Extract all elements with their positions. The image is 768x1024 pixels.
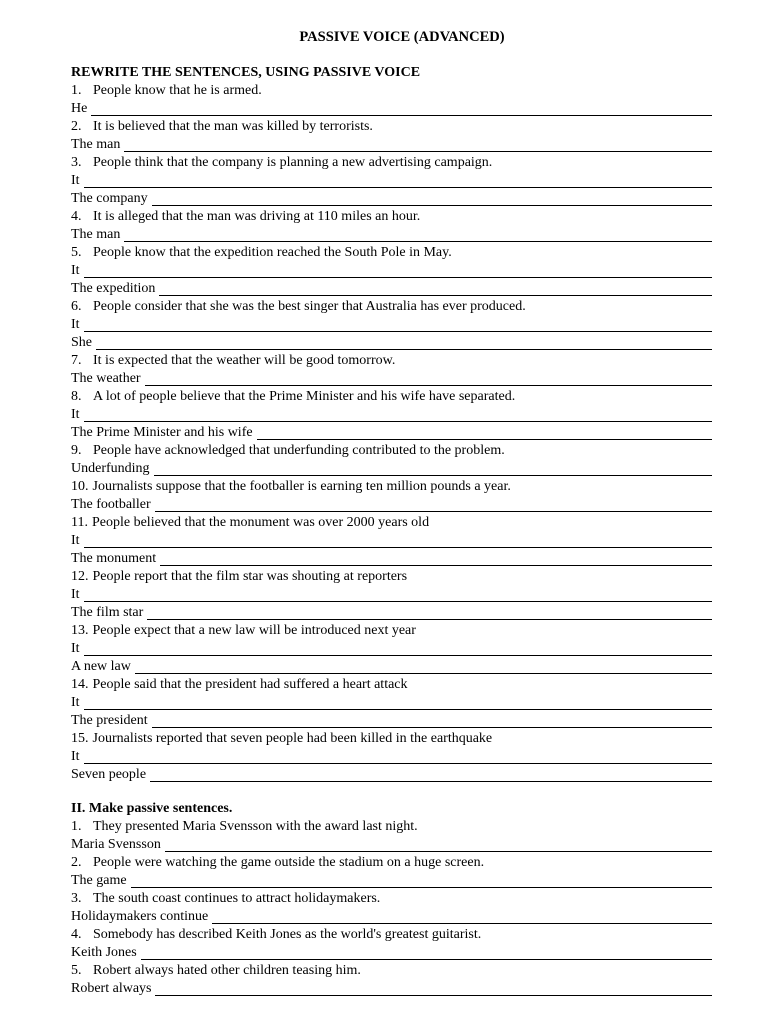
question-item (71, 926, 712, 944)
answer-blank-line[interactable] (84, 709, 712, 710)
answer-blank-line[interactable] (155, 995, 712, 996)
question-item (71, 818, 712, 836)
question-text: People know that the expedition reached the South Pole in May. (93, 245, 452, 260)
question-item (71, 568, 712, 586)
answer-row (71, 262, 712, 280)
question-number: 11. (71, 515, 88, 530)
question-item (71, 118, 712, 136)
answer-blank-line[interactable] (154, 475, 712, 476)
answer-blank-line[interactable] (124, 151, 712, 152)
question-item (71, 730, 712, 748)
answer-row (71, 316, 712, 334)
answer-row (71, 190, 712, 208)
answer-row (71, 640, 712, 658)
answer-prompt: The president (71, 713, 148, 728)
answer-blank-line[interactable] (84, 421, 712, 422)
question-text: Somebody has described Keith Jones as the world's greatest guitarist. (93, 927, 482, 942)
answer-blank-line[interactable] (84, 331, 712, 332)
answer-prompt: Robert always (71, 981, 152, 996)
question-number: 14. (71, 677, 89, 692)
question-item (71, 514, 712, 532)
answer-blank-line[interactable] (124, 241, 712, 242)
answer-row (71, 370, 712, 388)
answer-row (71, 658, 712, 676)
answer-blank-line[interactable] (257, 439, 712, 440)
answer-prompt: Underfunding (71, 461, 150, 476)
answer-row (71, 100, 712, 118)
question-item (71, 82, 712, 100)
question-item (71, 244, 712, 262)
answer-prompt: It (71, 749, 80, 764)
answer-blank-line[interactable] (145, 385, 712, 386)
answer-blank-line[interactable] (212, 923, 712, 924)
answer-blank-line[interactable] (152, 205, 712, 206)
question-number: 12. (71, 569, 89, 584)
question-item (71, 352, 712, 370)
answer-blank-line[interactable] (165, 851, 712, 852)
question-number: 15. (71, 731, 89, 746)
answer-blank-line[interactable] (141, 959, 712, 960)
answer-prompt: A new law (71, 659, 131, 674)
answer-row (71, 334, 712, 352)
answer-row (71, 226, 712, 244)
answer-prompt: Holidaymakers continue (71, 909, 209, 924)
question-item (71, 208, 712, 226)
question-text: Journalists suppose that the footballer is earning ten million pounds a year. (92, 479, 511, 494)
answer-row (71, 712, 712, 730)
answer-blank-line[interactable] (84, 277, 712, 278)
answer-prompt: It (71, 533, 80, 548)
question-text: People believed that the monument was over 2000 years old (91, 515, 430, 530)
answer-blank-line[interactable] (84, 655, 712, 656)
answer-prompt: The monument (71, 551, 157, 566)
question-text: Journalists reported that seven people had been killed in the earthquake (92, 731, 493, 746)
answer-prompt: He (71, 101, 88, 116)
section-spacer (71, 784, 712, 800)
answer-blank-line[interactable] (84, 547, 712, 548)
answer-prompt: The company (71, 191, 148, 206)
answer-row (71, 550, 712, 568)
answer-prompt: Seven people (71, 767, 147, 782)
answer-blank-line[interactable] (150, 781, 712, 782)
section-heading: REWRITE THE SENTENCES, USING PASSIVE VOICE (71, 65, 421, 80)
answer-prompt: She (71, 335, 92, 350)
answer-prompt: The footballer (71, 497, 151, 512)
answer-row (71, 172, 712, 190)
question-number: 8. (71, 389, 82, 404)
answer-prompt: It (71, 641, 80, 656)
question-text: People said that the president had suffered a heart attack (92, 677, 408, 692)
question-item (71, 478, 712, 496)
question-text: They presented Maria Svensson with the award last night. (93, 819, 418, 834)
question-number: 2. (71, 855, 82, 870)
question-item (71, 154, 712, 172)
answer-row (71, 944, 712, 962)
question-number: 6. (71, 299, 82, 314)
question-item (71, 962, 712, 980)
question-number: 13. (71, 623, 89, 638)
answer-prompt: The film star (71, 605, 144, 620)
answer-row (71, 748, 712, 766)
question-number: 3. (71, 891, 82, 906)
answer-blank-line[interactable] (84, 763, 712, 764)
answer-prompt: Maria Svensson (71, 837, 161, 852)
question-number: 7. (71, 353, 82, 368)
question-text: People have acknowledged that underfunding contributed to the problem. (93, 443, 505, 458)
question-text: It is believed that the man was killed by terrorists. (93, 119, 373, 134)
question-text: Robert always hated other children teasing him. (93, 963, 361, 978)
answer-blank-line[interactable] (84, 601, 712, 602)
answer-row (71, 136, 712, 154)
answer-row (71, 908, 712, 926)
question-number: 1. (71, 819, 82, 834)
answer-blank-line[interactable] (135, 673, 712, 674)
answer-row (71, 424, 712, 442)
answer-row (71, 586, 712, 604)
question-number: 10. (71, 479, 89, 494)
worksheet-content (71, 64, 712, 998)
question-number: 5. (71, 245, 82, 260)
answer-row (71, 496, 712, 514)
question-item (71, 890, 712, 908)
question-text: A lot of people believe that the Prime Minister and his wife have separated. (93, 389, 516, 404)
answer-row (71, 460, 712, 478)
question-item (71, 622, 712, 640)
answer-blank-line[interactable] (159, 295, 712, 296)
question-item (71, 388, 712, 406)
question-number: 1. (71, 83, 82, 98)
answer-blank-line[interactable] (96, 349, 712, 350)
question-item (71, 676, 712, 694)
answer-prompt: The weather (71, 371, 141, 386)
question-text: It is alleged that the man was driving at 110 miles an hour. (93, 209, 421, 224)
answer-blank-line[interactable] (152, 727, 712, 728)
question-text: People report that the film star was shouting at reporters (92, 569, 408, 584)
page-title: PASSIVE VOICE (ADVANCED) (299, 29, 505, 45)
answer-prompt: The man (71, 227, 121, 242)
answer-blank-line[interactable] (147, 619, 712, 620)
answer-row (71, 532, 712, 550)
question-number: 4. (71, 927, 82, 942)
answer-row (71, 872, 712, 890)
answer-row (71, 604, 712, 622)
question-text: People expect that a new law will be introduced next year (92, 623, 416, 638)
question-text: The south coast continues to attract holidaymakers. (93, 891, 381, 906)
question-item (71, 298, 712, 316)
answer-blank-line[interactable] (91, 115, 712, 116)
answer-prompt: It (71, 317, 80, 332)
answer-prompt: It (71, 263, 80, 278)
question-text: It is expected that the weather will be good tomorrow. (93, 353, 396, 368)
answer-blank-line[interactable] (131, 887, 712, 888)
question-text: People know that he is armed. (93, 83, 262, 98)
answer-row (71, 694, 712, 712)
question-number: 9. (71, 443, 82, 458)
question-item (71, 442, 712, 460)
answer-prompt: It (71, 173, 80, 188)
question-number: 5. (71, 963, 82, 978)
answer-row (71, 280, 712, 298)
question-number: 3. (71, 155, 82, 170)
answer-prompt: It (71, 695, 80, 710)
question-text: People were watching the game outside the stadium on a huge screen. (93, 855, 485, 870)
question-number: 2. (71, 119, 82, 134)
answer-blank-line[interactable] (155, 511, 712, 512)
answer-row (71, 836, 712, 854)
question-text: People think that the company is planning a new advertising campaign. (93, 155, 493, 170)
answer-prompt: The Prime Minister and his wife (71, 425, 253, 440)
answer-prompt: The expedition (71, 281, 156, 296)
question-item (71, 854, 712, 872)
answer-prompt: The game (71, 873, 127, 888)
answer-prompt: Keith Jones (71, 945, 137, 960)
answer-blank-line[interactable] (160, 565, 712, 566)
answer-prompt: It (71, 587, 80, 602)
question-number: 4. (71, 209, 82, 224)
answer-row (71, 406, 712, 424)
answer-prompt: It (71, 407, 80, 422)
section-heading: II. Make passive sentences. (71, 801, 233, 816)
question-text: People consider that she was the best singer that Australia has ever produced. (93, 299, 526, 314)
answer-prompt: The man (71, 137, 121, 152)
answer-row (71, 980, 712, 998)
answer-blank-line[interactable] (84, 187, 712, 188)
answer-row (71, 766, 712, 784)
